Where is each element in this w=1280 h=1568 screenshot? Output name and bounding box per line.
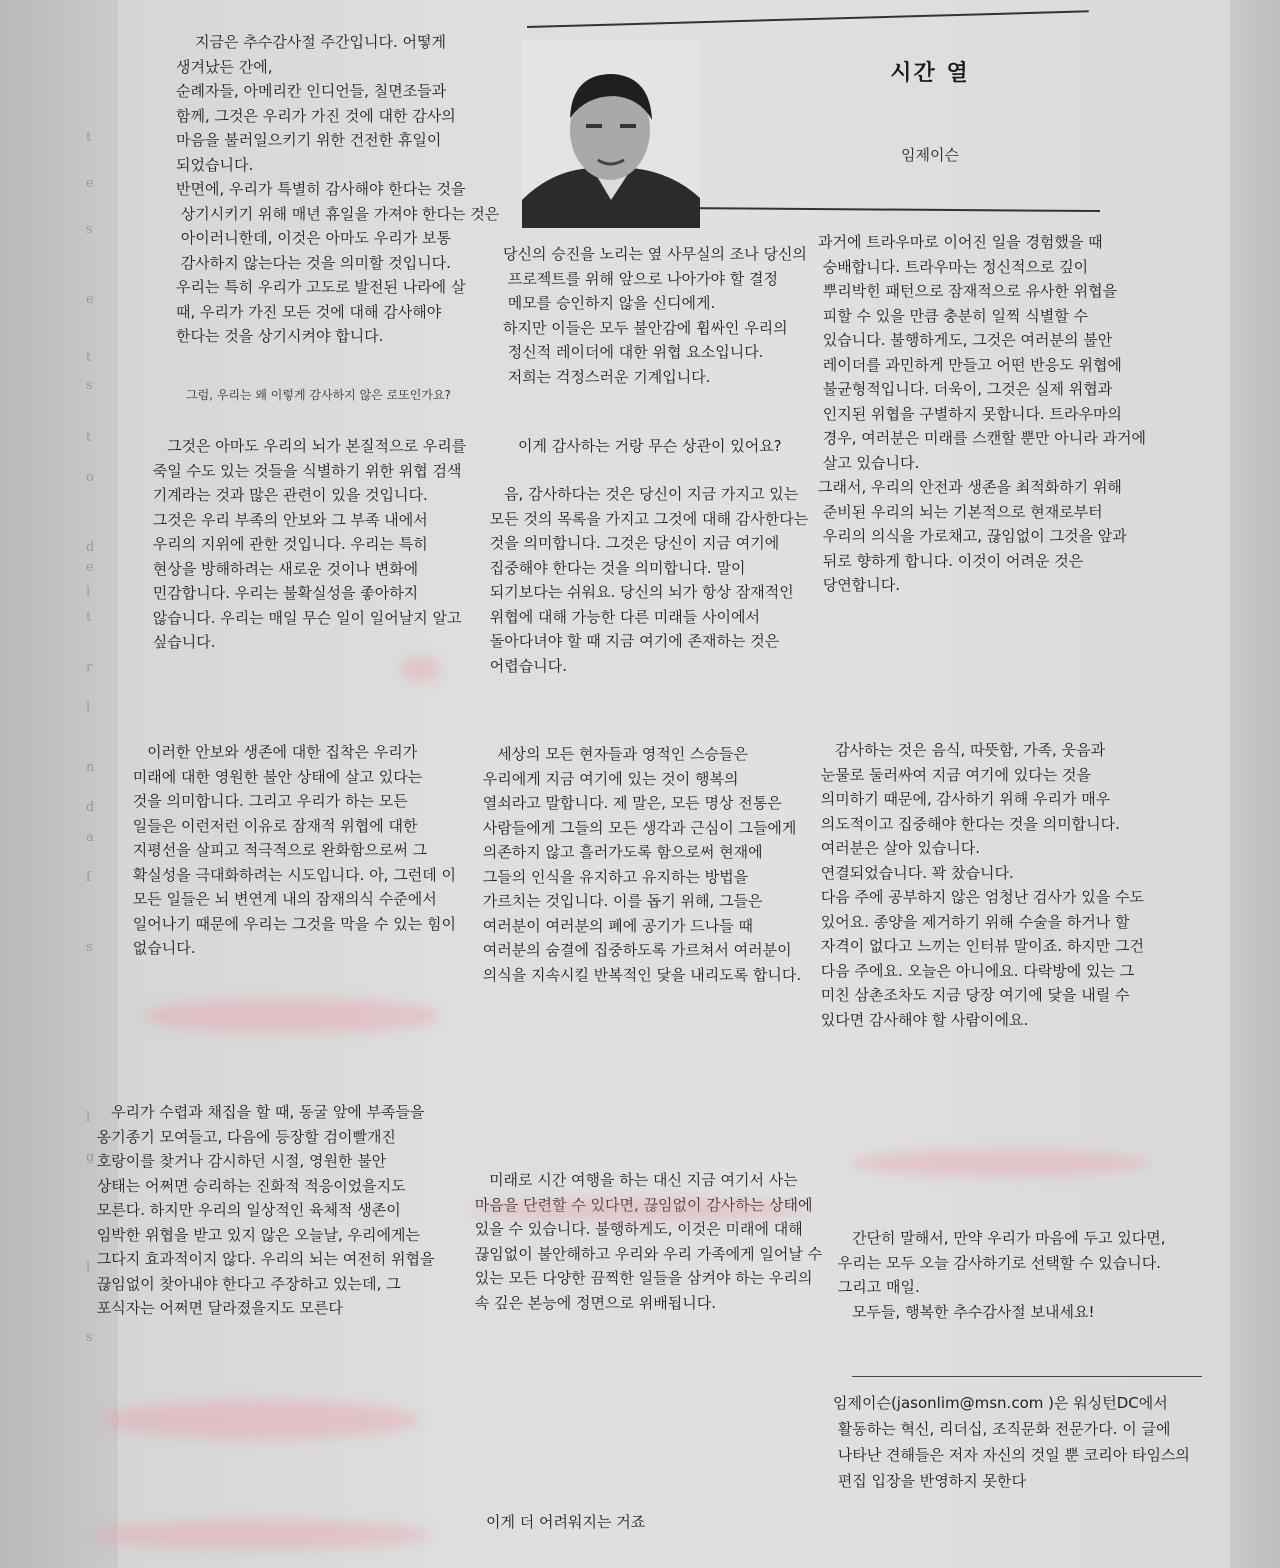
print-smudge [90,1520,430,1550]
paragraph-time-travel: 미래로 시간 여행을 하는 대신 지금 여기서 사는 마음을 단련할 수 있다면, 끊임없이 감사하는 상태에 있을 수 있습니다. 불행하게도, 이것은 미래에 대해 끊임없이 불안해하고 우리와 우리 가족에게 일어날 수 있는 모든 다양한 끔찍한 일들을 삼켜야 하는 우리의 속 깊은 본능에 정면으로 위배됩니다. [474,1171,823,1312]
paragraph-intro: 지금은 추수감사절 주간입니다. 어떻게 생겨났든 간에, 순례자들, 아메리칸 인디언들, 칠면조들과 함께, 그것은 우리가 가진 것에 대한 감사의 마음을 불러일으키기 위한 건전한 휴일이 되었습니다. 반면에, 우리가 특별히 감사해야 한다는 것을 상기시키기 위해 매년 휴일을 가져야 한다는 것은 아이러니한데, 이것은 아마도 우리가 보통 감사하지 않는다는 것을 의미할 것입니다. 우리는 특히 우리가 고도로 발전된 나라에 살 때, 우리가 가진 모든 것에 대해 감사해야 한다는 것을 상기시켜야 합니다. [176,33,500,345]
paragraph-anxiety: 이러한 안보와 생존에 대한 집착은 우리가 미래에 대한 영원한 불안 상태에 살고 있다는 것을 의미합니다. 그리고 우리가 하는 모든 일들은 이런저런 이유로 잠재적 위협에 대한 지평선을 살피고 적극적으로 완화함으로써 그 확실성을 극대화하려는 시도입니다. 아, 그런데 이 모든 일들은 뇌 변연계 내의 잠재의식 수준에서 일어나기 때문에 우리는 그것을 막을 수 있는 힘이 없습니다. [132,743,456,957]
bio-divider [852,1376,1202,1377]
author-byline: 임제이슨 [901,146,959,164]
subheading-question-2: 이게 감사하는 거랑 무슨 상관이 있어요? [518,437,782,455]
print-smudge [400,656,440,682]
closing-line-middle: 이게 더 어려워지는 거죠 [486,1513,646,1531]
author-bio: 임제이슨(jasonlim@msn.com )은 워싱턴DC에서 활동하는 혁신, 리더십, 조직문화 전문가다. 이 글에 나타난 견해들은 저자 자신의 것일 뿐 코리아 타임스의 편집 입장을 반영하지 못한다 [833,1394,1190,1490]
paragraph-threat-machine: 그것은 아마도 우리의 뇌가 본질적으로 우리를 죽일 수도 있는 것들을 식별하기 위한 위협 검색 기계라는 것과 많은 관련이 있을 것입니다. 그것은 우리 부족의 안보와 그 부족 내에서 우리의 지위에 관한 것입니다. 우리는 특히 현상을 방해하려는 새로운 것이나 변화에 민감합니다. 우리는 불확실성을 좋아하지 않습니다. 우리는 매일 무슨 일이 일어날지 알고 싶습니다. [152,437,467,651]
paragraph-conclusion: 간단히 말해서, 만약 우리가 마음에 두고 있다면, 우리는 모두 오늘 감사하기로 선택할 수 있습니다. 그리고 매일. 모두들, 행복한 추수감사절 보내세요! [837,1229,1166,1321]
paragraph-trauma: 과거에 트라우마로 이어진 일을 경험했을 때 숭배합니다. 트라우마는 정신적으로 깊이 뿌리박힌 패턴으로 잠재적으로 유사한 위협을 피할 수 있을 만큼 충분히 일찍 식별할 수 있습니다. 불행하게도, 그것은 여러분의 불안 레이더를 과민하게 만들고 어떤 반응도 위협에 불균형적입니다. 더욱이, 그것은 실제 위협과 인지된 위협을 구별하지 못합니다. 트라우마의 경우, 여러분은 미래를 스캔할 뿐만 아니라 과거에 살고 있습니다. 그래서, 우리의 안전과 생존을 최적화하기 위해 준비된 우리의 뇌는 기본적으로 현재로부터 우리의 의식을 가로채고, 끊임없이 그것을 앞과 뒤로 향하게 합니다. 이것이 어려운 것은 당연합니다. [818,233,1146,594]
column-title: 시간 열 [890,61,970,86]
paragraph-being-present: 감사하는 것은 음식, 따뜻함, 가족, 웃음과 눈물로 둘러싸여 지금 여기에 있다는 것을 의미하기 때문에, 감사하기 위해 우리가 매우 의도적이고 집중해야 한다는 것을 의미합니다. 여러분은 살아 있습니다. 연결되었습니다. 꽉 찼습니다. 다음 주에 공부하지 않은 엄청난 검사가 있을 수도 있어요. 종양을 제거하기 위해 수술을 하거나 할 자격이 없다고 느끼는 인터뷰 말이죠. 하지만 그건 다음 주에요. 오늘은 아니에요. 다락방에 있는 그 미친 삼촌조차도 지금 당장 여기에 닻을 내릴 수 있다면 감사해야 할 사람이에요. [820,741,1144,1029]
page-edge: t e s e t s t o d e l t r l n d a f s l g l s [0,0,118,1568]
print-smudge [100,1400,420,1440]
paragraph-hunter-gatherer: 우리가 수렵과 채집을 할 때, 동굴 앞에 부족들을 옹기종기 모여들고, 다음에 등장할 검이빨개진 호랑이를 찾거나 감시하던 시절, 영원한 불안 상태는 어쩌면 승리하는 진화적 적응이었을지도 모른다. 하지만 우리의 일상적인 육체적 생존이 임박한 위협을 받고 있지 않은 오늘날, 우리에게는 그다지 효과적이지 않다. 우리의 뇌는 여전히 위협을 끊임없이 찾아내야 한다고 주장하고 있는데, 그 포식자는 어쩌면 달라졌을지도 모른다 [96,1103,435,1317]
page-edge-right [1230,0,1280,1568]
paragraph-sages: 세상의 모든 현자들과 영적인 스승들은 우리에게 지금 여기에 있는 것이 행복의 열쇠라고 말합니다. 제 말은, 모든 명상 전통은 사람들에게 그들의 모든 생각과 근심이 그들에게 의존하지 않고 흘러가도록 함으로써 현재에 그들의 인식을 유지하고 유지하는 방법을 가르치는 것입니다. 이를 돕기 위해, 그들은 여러분이 여러분의 폐에 공기가 드나들 때 여러분의 숨결에 집중하도록 가르쳐서 여러분이 의식을 지속시킬 반복적인 닻을 내리도록 합니다. [482,745,802,984]
subheading-question-1: 그럼, 우리는 왜 이렇게 감사하지 않은 로또인가요? [186,388,451,402]
portrait-image [522,40,700,228]
paragraph-gratitude-meaning: 음, 감사하다는 것은 당신이 지금 가지고 있는 모든 것의 목록을 가지고 그것에 대해 감사한다는 것을 의미합니다. 그것은 당신이 지금 여기에 집중해야 한다는 것을 의미합니다. 말이 되기보다는 쉬워요. 당신의 뇌가 항상 잠재적인 위협에 대해 가능한 다른 미래들 사이에서 돌아다녀야 할 때 지금 여기에 존재하는 것은 어렵습니다. [489,485,809,675]
print-smudge [140,998,440,1034]
print-smudge [850,1150,1150,1176]
author-photo [522,40,700,228]
paragraph-office-threats: 당신의 승진을 노리는 옆 사무실의 조나 당신의 프로젝트를 위해 앞으로 나아가야 할 결정 메모를 승인하지 않을 신디에게. 하지만 이들은 모두 불안감에 휩싸인 우리의 정신적 레이더에 대한 위협 요소입니다. 저희는 걱정스러운 기계입니다. [503,245,807,386]
print-smudge [470,1200,810,1220]
